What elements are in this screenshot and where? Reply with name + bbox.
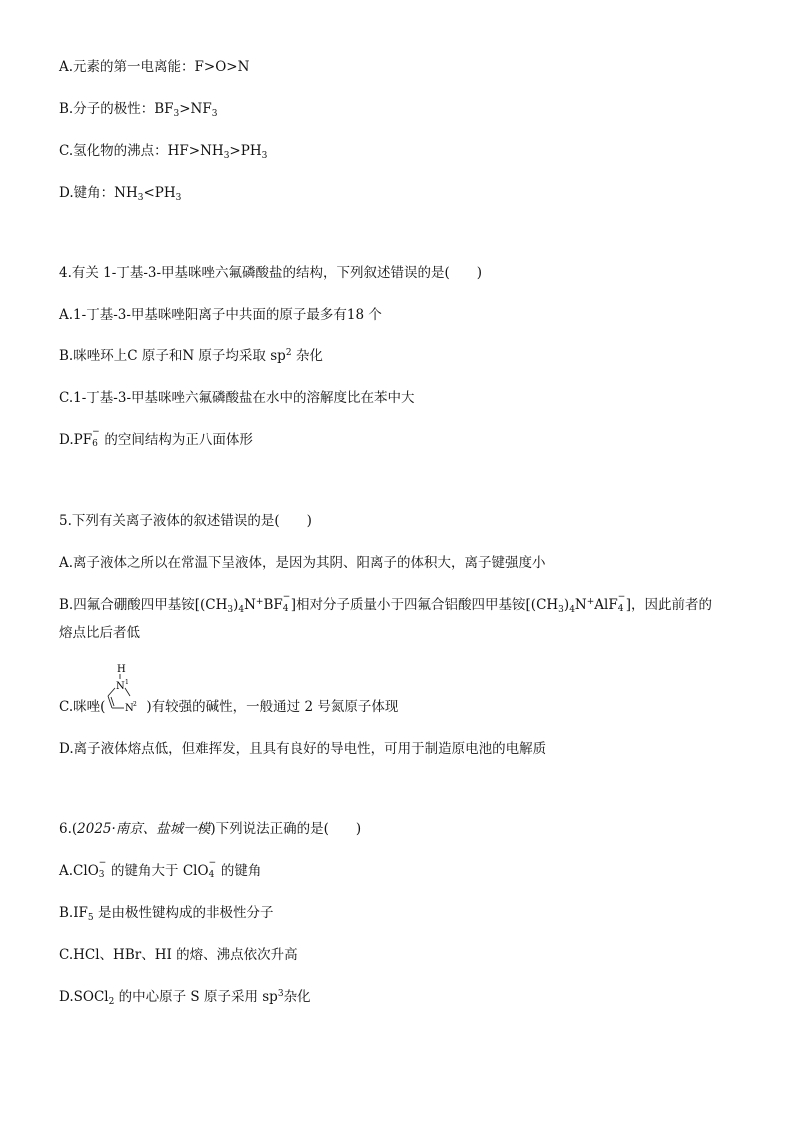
subscript: 3 bbox=[223, 151, 230, 161]
q4-option-a: A.1-丁基-3-甲基咪唑阳离子中共面的原子最多有18 个 bbox=[59, 307, 382, 323]
option-text: C.咪唑( bbox=[59, 699, 106, 715]
option-text: B.咪唑环上C 原子和N 原子均采取 sp bbox=[59, 348, 286, 364]
subscript: 5 bbox=[87, 913, 94, 923]
q6-option-b bbox=[59, 904, 273, 922]
option-text: 的键角大于 ClO bbox=[106, 863, 209, 879]
option-text: B.四氟合硼酸四甲基铵[(CH bbox=[59, 597, 228, 613]
formula-text: AlF bbox=[594, 597, 618, 613]
superscript: − bbox=[282, 592, 291, 602]
atom-n1: N bbox=[116, 681, 125, 692]
question-source: 2025·南京、盐城一模 bbox=[77, 821, 211, 837]
formula-text: D.PF bbox=[59, 432, 93, 448]
option-text: ]相对分子质量小于四氟合铝酸四甲基铵[(CH bbox=[290, 597, 559, 613]
option-text: 的键角 bbox=[216, 863, 262, 879]
superscript: 2 bbox=[285, 348, 292, 358]
subscript: 2 bbox=[108, 997, 115, 1007]
subscript: 4 bbox=[238, 605, 245, 615]
ion-scripts bbox=[617, 592, 626, 614]
formula-text: N bbox=[244, 597, 256, 613]
q5-option-a: A.离子液体之所以在常温下呈液体，是因为其阴、阳离子的体积大，离子键强度小 bbox=[59, 555, 546, 571]
subscript: 3 bbox=[98, 870, 105, 880]
ion-scripts bbox=[92, 427, 100, 449]
subscript: 4 bbox=[208, 870, 215, 880]
formula-text: >NF bbox=[179, 101, 212, 117]
option-text: 杂化 bbox=[283, 989, 311, 1005]
q5-option-b-line2: 熔点比后者低 bbox=[59, 625, 140, 641]
q3-option-c bbox=[59, 142, 267, 160]
superscript: − bbox=[617, 592, 626, 602]
q5-option-b-line1 bbox=[59, 592, 712, 615]
formula-text: ) bbox=[233, 597, 239, 613]
ion-scripts bbox=[208, 858, 217, 880]
formula-text: NH bbox=[114, 185, 138, 201]
superscript: 3 bbox=[277, 989, 284, 999]
subscript: 6 bbox=[92, 439, 98, 449]
formula-text: N bbox=[574, 597, 587, 613]
option-text: 是由极性键构成的非极性分子 bbox=[93, 905, 274, 921]
superscript: − bbox=[92, 427, 100, 437]
stem-text: 6.( bbox=[59, 821, 78, 837]
formula-text: BF bbox=[154, 101, 174, 117]
option-label: B.分子的极性： bbox=[59, 101, 155, 117]
option-text: 的空间结构为正八面体形 bbox=[100, 432, 253, 448]
ring-bond bbox=[108, 688, 115, 696]
q4-stem: 4.有关 1-丁基-3-甲基咪唑六氟磷酸盐的结构，下列叙述错误的是( ) bbox=[59, 265, 483, 281]
option-text: 的中心原子 S 原子采用 sp bbox=[114, 989, 278, 1005]
subscript: 3 bbox=[211, 109, 218, 119]
subscript: 3 bbox=[558, 605, 564, 615]
ion-scripts bbox=[282, 592, 291, 614]
subscript: 4 bbox=[617, 604, 624, 614]
formula-text: B.IF bbox=[59, 905, 88, 921]
subscript: 3 bbox=[261, 151, 268, 161]
option-text: )有较强的碱性，一般通过 2 号氮原子体现 bbox=[146, 699, 399, 715]
q4-option-b bbox=[59, 347, 323, 365]
n2-number: 2 bbox=[133, 701, 137, 708]
superscript: + bbox=[586, 597, 595, 607]
formula-text: BF bbox=[263, 597, 283, 613]
atom-n2: N bbox=[125, 703, 134, 714]
subscript: 3 bbox=[173, 109, 180, 119]
formula-text: D.SOCl bbox=[59, 989, 109, 1005]
q6-option-d bbox=[59, 988, 311, 1006]
q3-option-b bbox=[59, 100, 217, 118]
option-label: C.氢化物的沸点： bbox=[59, 143, 168, 159]
option-text: ]，因此前者的 bbox=[625, 597, 712, 613]
ion-scripts bbox=[98, 858, 107, 880]
q3-option-d bbox=[59, 184, 181, 202]
subscript: 4 bbox=[569, 605, 575, 615]
ring-bond bbox=[125, 688, 130, 696]
q4-option-c: C.1-丁基-3-甲基咪唑六氟磷酸盐在水中的溶解度比在苯中大 bbox=[59, 390, 415, 406]
n1-number: 1 bbox=[125, 679, 129, 686]
option-label: D.键角： bbox=[59, 185, 115, 201]
superscript: − bbox=[208, 858, 217, 868]
formula-text: <PH bbox=[143, 185, 176, 201]
q6-stem bbox=[59, 820, 361, 838]
formula-text: ) bbox=[563, 597, 570, 613]
subscript: 3 bbox=[227, 605, 234, 615]
option-label: A.元素的第一电离能： bbox=[59, 59, 195, 75]
q6-option-a bbox=[59, 858, 262, 880]
stem-text: )下列说法正确的是( ) bbox=[210, 821, 362, 837]
subscript: 3 bbox=[137, 193, 144, 203]
q5-stem: 5.下列有关离子液体的叙述错误的是( ) bbox=[59, 513, 312, 529]
q5-option-c bbox=[59, 698, 398, 716]
superscript: − bbox=[98, 858, 107, 868]
formula-text: >PH bbox=[229, 143, 262, 159]
formula-text: HF>NH bbox=[167, 143, 224, 159]
superscript: + bbox=[255, 597, 264, 607]
option-text: 杂化 bbox=[291, 348, 323, 364]
subscript: 4 bbox=[282, 604, 289, 614]
q6-option-c: C.HCl、HBr、HI 的熔、沸点依次升高 bbox=[59, 947, 298, 963]
subscript: 3 bbox=[175, 193, 182, 203]
q5-option-d: D.离子液体熔点低，但难挥发，且具有良好的导电性，可用于制造原电池的电解质 bbox=[59, 741, 547, 757]
atom-h: H bbox=[117, 664, 126, 675]
q3-option-a bbox=[59, 58, 249, 76]
formula-text: A.ClO bbox=[59, 863, 99, 879]
option-text: F>O>N bbox=[194, 59, 250, 75]
q4-option-d bbox=[59, 427, 253, 449]
